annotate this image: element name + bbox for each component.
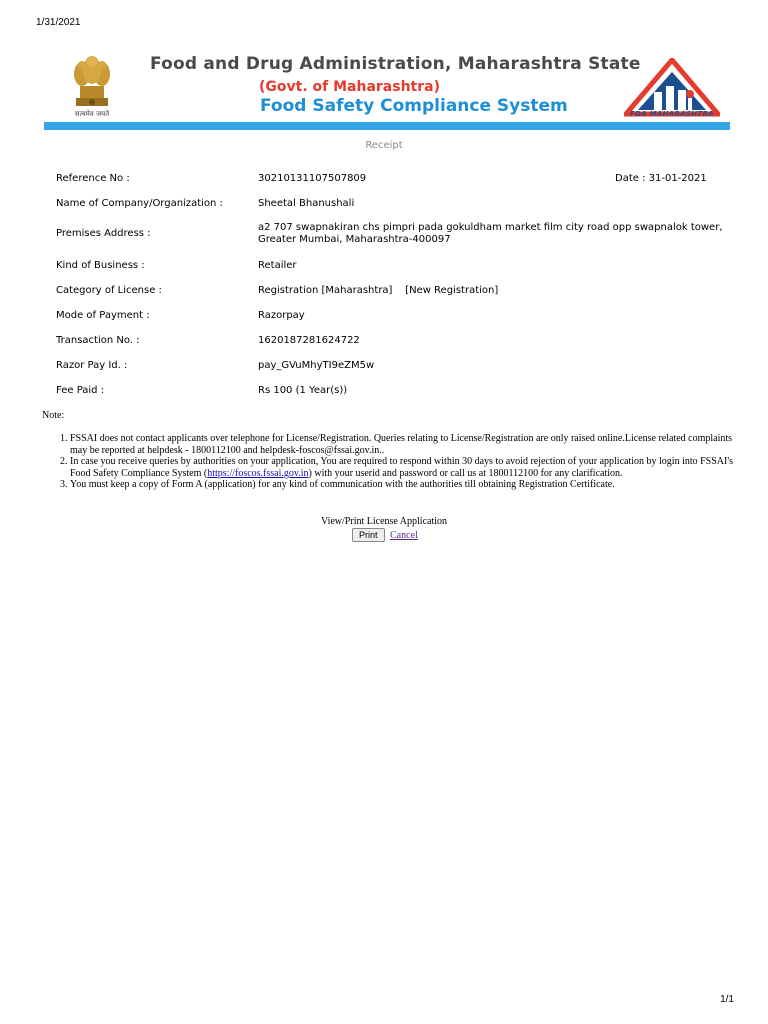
cancel-link[interactable]: Cancel	[390, 530, 418, 541]
page-count: 1/1	[720, 994, 734, 1005]
field-value: Retailer	[258, 260, 297, 271]
field-label: Name of Company/Organization :	[56, 198, 223, 209]
emblem-motto: सत्यमेव जयते	[74, 110, 110, 118]
header-govt: (Govt. of Maharashtra)	[259, 79, 440, 95]
note-text: ) with your userid and password or call us at 1800112100 for any clarification.	[308, 467, 623, 479]
date-label: Date :	[615, 173, 646, 184]
header-system-name: Food Safety Compliance System	[260, 96, 568, 116]
note-item	[70, 456, 750, 479]
field-value: Rs 100 (1 Year(s))	[258, 385, 348, 396]
field-label: Fee Paid :	[56, 385, 105, 396]
print-button[interactable]: Print	[352, 528, 385, 542]
field-value: 30210131107507809	[258, 173, 367, 184]
receipt-title: Receipt	[365, 140, 403, 151]
field-label: Premises Address :	[56, 228, 151, 239]
field-label: Reference No :	[56, 173, 130, 184]
fda-logo-text: FDA MAHARASHTRA	[630, 110, 714, 118]
notes-list	[54, 433, 750, 491]
note-item: 1. FSSAI does not contact applicants over telephone for License/Registration. Queries relating to License/Registration are only raised online.License related complaints may be reported at helpdesk - 1800112100 and helpdesk-foscos@fssai.gov.in..	[70, 433, 750, 456]
header-divider-bar	[44, 122, 730, 130]
field-value: a2 707 swapnakiran chs pimpri pada gokuldham market film city road opp swapnalok tower, Greater Mumbai, Maharashtra-400097	[258, 222, 723, 245]
print-date: 1/31/2021	[36, 17, 81, 28]
action-bar	[352, 528, 418, 542]
view-print-label: View/Print License Application	[320, 516, 448, 527]
note-heading: Note:	[42, 410, 65, 421]
note-item: 3. You must keep a copy of Form A (application) for any kind of communication with the authorities till obtaining Registration Certificate.	[70, 479, 750, 491]
field-label: Razor Pay Id. :	[56, 360, 128, 371]
receipt-date	[615, 173, 707, 184]
field-value: Registration [Maharashtra] [New Registration]	[258, 285, 499, 296]
header-title: Food and Drug Administration, Maharashtra State	[150, 54, 641, 74]
page-header	[44, 44, 730, 124]
field-label: Category of License :	[56, 285, 162, 296]
date-value: 31-01-2021	[648, 173, 707, 184]
note-text: In case you receive queries by authorities on your application, You are required to respond within 30 days to avoid rejection of your application by login into FSSAI's Food Safety Compliance System (	[70, 456, 734, 479]
field-value: Razorpay	[258, 310, 305, 321]
field-value: Sheetal Bhanushali	[258, 198, 355, 209]
field-label: Mode of Payment :	[56, 310, 150, 321]
foscos-link[interactable]: https://foscos.fssai.gov.in	[207, 467, 309, 479]
field-value: pay_GVuMhyTI9eZM5w	[258, 360, 375, 371]
field-value: 1620187281624722	[258, 335, 360, 346]
field-label: Kind of Business :	[56, 260, 145, 271]
field-label: Transaction No. :	[56, 335, 140, 346]
